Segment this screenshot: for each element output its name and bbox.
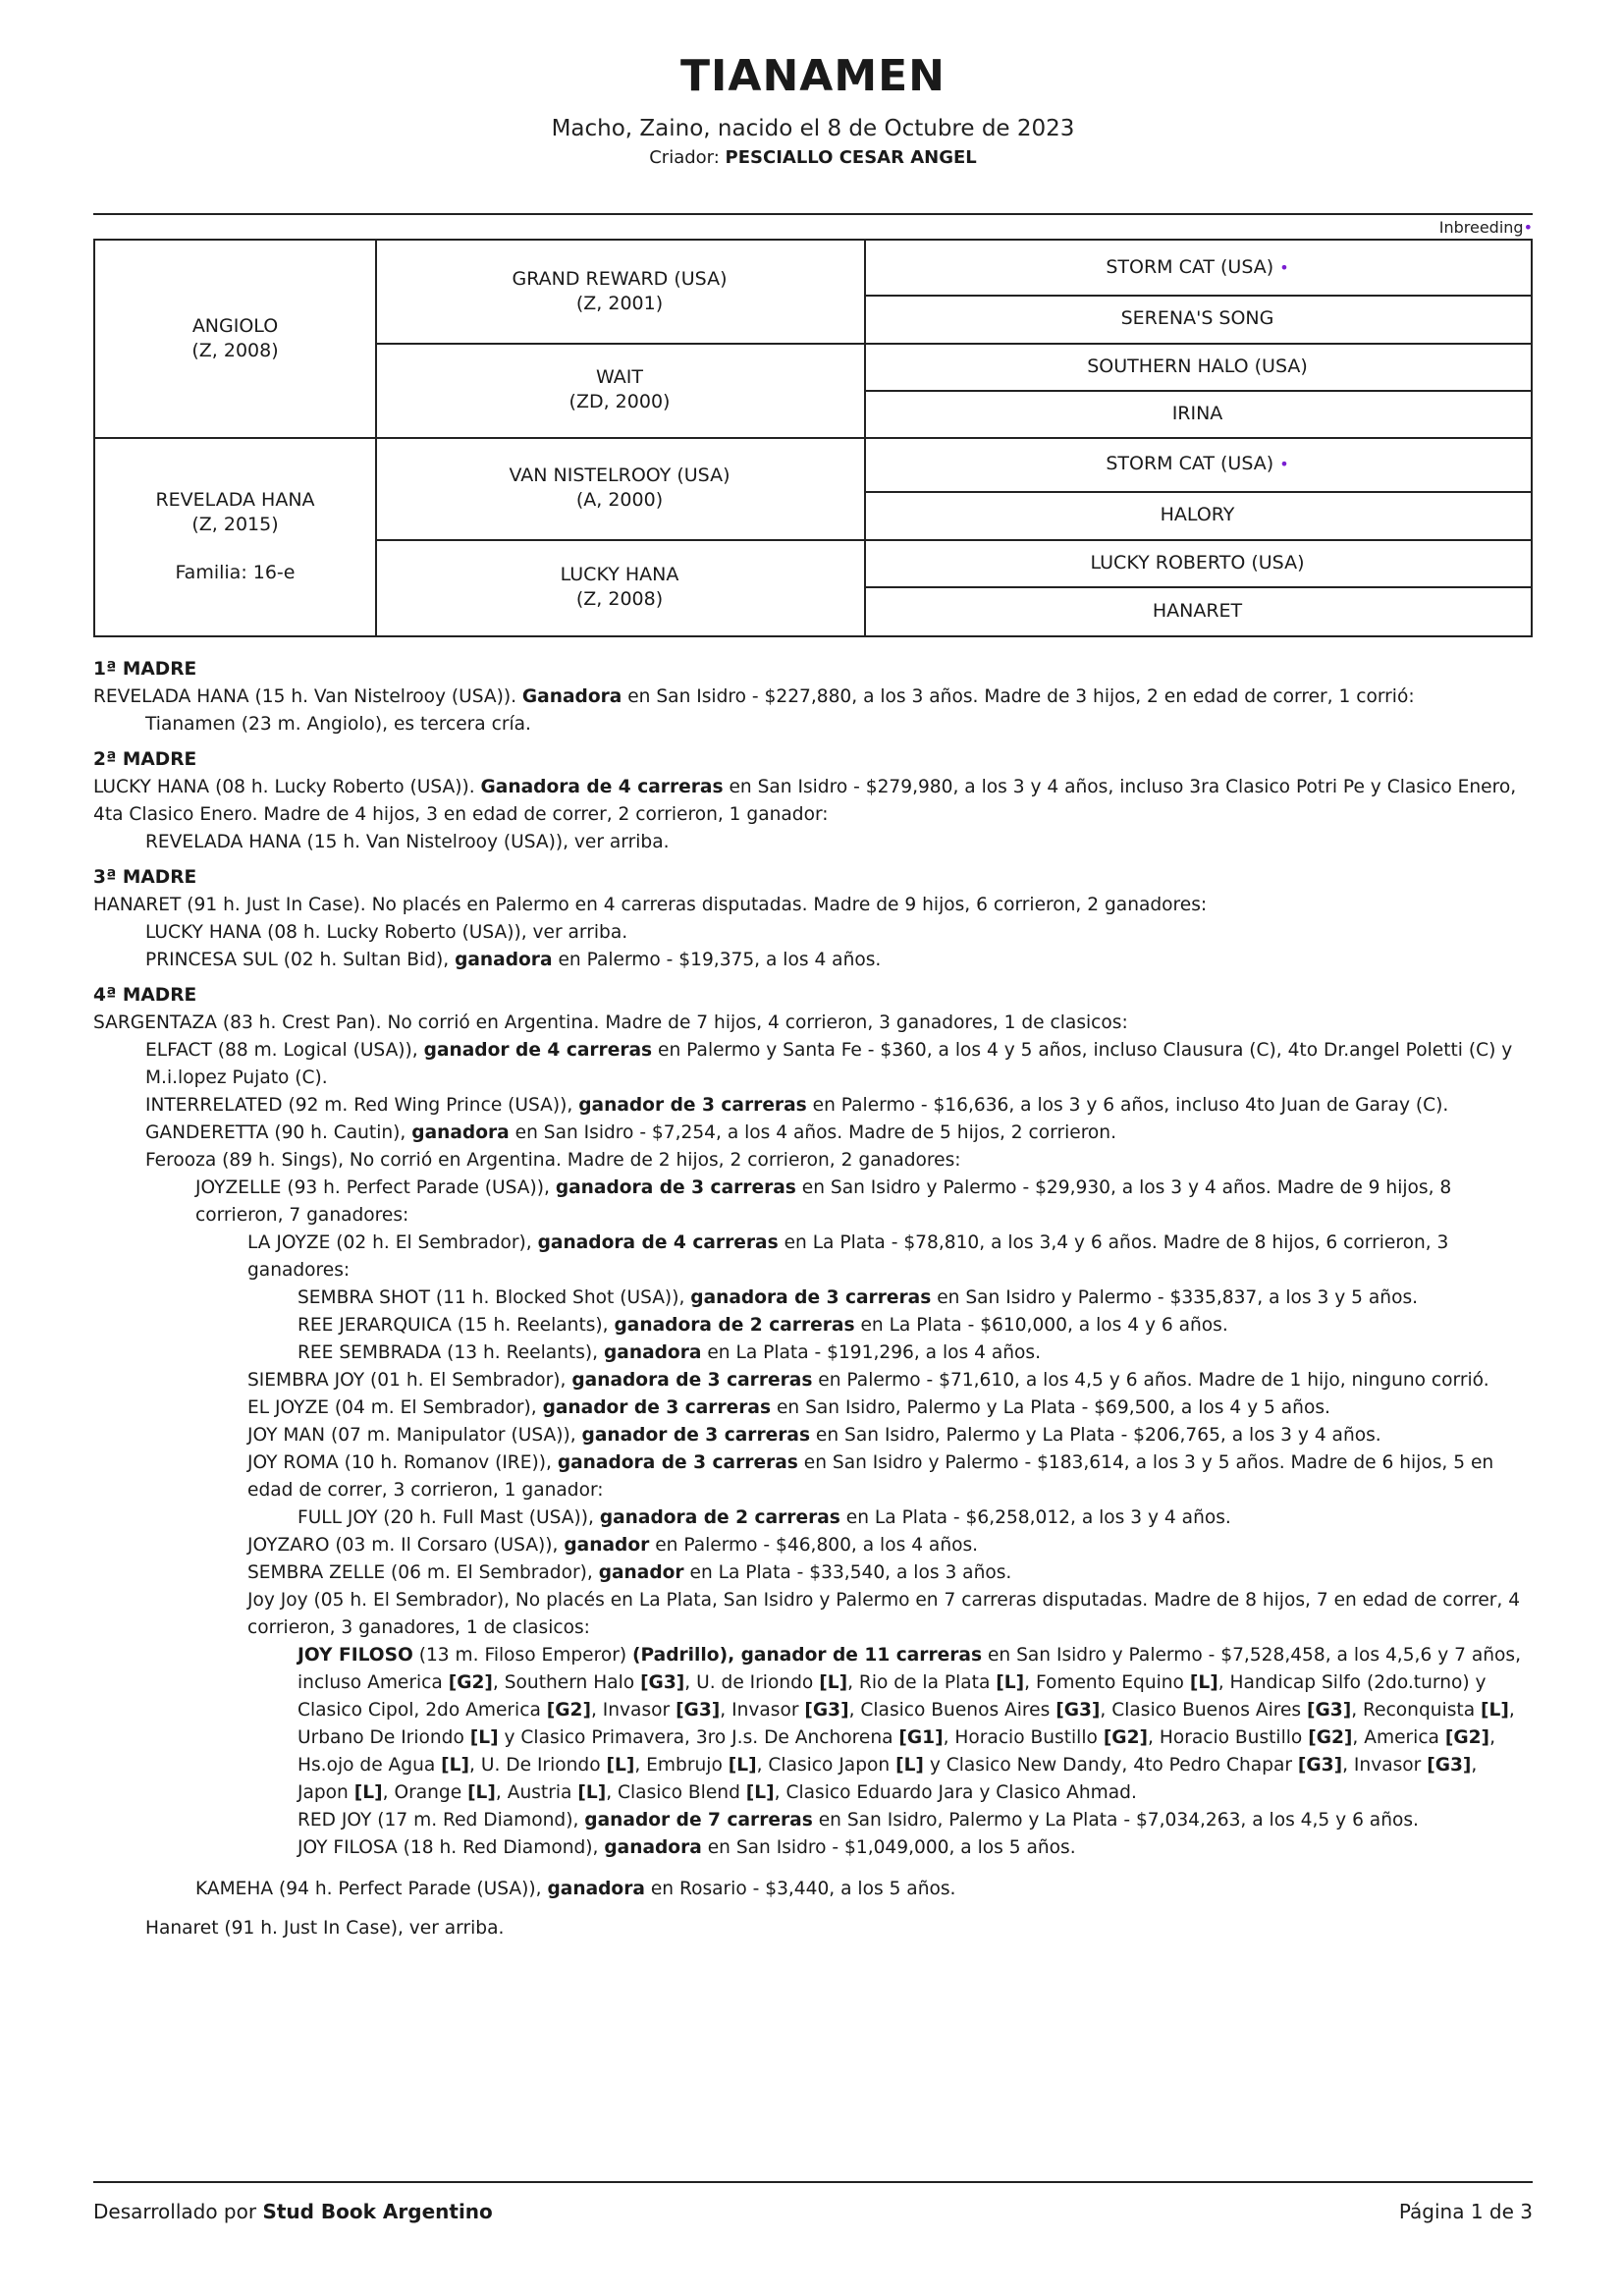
fourth-dam-text: SARGENTAZA (83 h. Crest Pan). No corrió en Argentina. Madre de 7 hijos, 4 corrieron, 3 ganadores, 1 de clasicos: xyxy=(93,1012,1128,1033)
third-dam-child: LUCKY HANA (08 h. Lucky Roberto (USA)), ver arriba. xyxy=(145,922,628,943)
pedigree-table xyxy=(93,239,1533,637)
progeny-entry: REE JERARQUICA (15 h. Reelants), ganadora de 2 carreras en La Plata - $610,000, a los 4 y 6 años. xyxy=(298,1315,1228,1336)
footer-credit: Desarrollado por Stud Book Argentino xyxy=(93,2200,493,2223)
page-number: Página 1 de 3 xyxy=(1398,2200,1533,2223)
dam-sire-cell: VAN NISTELROOY (USA) (A, 2000) xyxy=(509,465,730,511)
footer-divider xyxy=(93,2181,1533,2183)
dam-name: REVELADA HANA xyxy=(155,488,315,511)
sire-name: ANGIOLO xyxy=(191,315,279,337)
section-title-4th-dam: 4ª MADRE xyxy=(93,985,197,1006)
progeny-entry: KAMEHA (94 h. Perfect Parade (USA)), ganadora en Rosario - $3,440, a los 5 años. xyxy=(195,1879,956,1899)
gen3-cell-3: SOUTHERN HALO (USA) xyxy=(1087,355,1308,377)
breeder-line xyxy=(93,147,1533,168)
progeny-entry: Ferooza (89 h. Sings), No corrió en Argentina. Madre de 2 hijos, 2 corrieron, 2 ganadores: xyxy=(145,1150,961,1171)
progeny-entry: JOYZELLE (93 h. Perfect Parade (USA)), ganadora de 3 carreras en San Isidro y Palermo - $29,930, a los 3 y 4 años. Madre de 9 hijos, 8 corrieron, 7 ganadores: xyxy=(195,1177,1452,1226)
dam-cell xyxy=(95,437,375,635)
pedigree-page xyxy=(93,0,1533,2296)
progeny-entry: JOY MAN (07 m. Manipulator (USA)), ganador de 3 carreras en San Isidro, Palermo y La Plata - $206,765, a los 3 y 4 años. xyxy=(247,1425,1381,1446)
header-divider xyxy=(93,213,1533,215)
gen3-cell-4: IRINA xyxy=(1171,402,1223,424)
gen3-cell-6: HALORY xyxy=(1160,504,1235,525)
progeny-entry: EL JOYZE (04 m. El Sembrador), ganador de 3 carreras en San Isidro, Palermo y La Plata - $69,500, a los 4 y 5 años. xyxy=(247,1397,1330,1418)
progeny-entry-stakes: JOY FILOSO (13 m. Filoso Emperor) (Padrillo), ganador de 11 carreras en San Isidro y Palermo - $7,528,458, a los 4,5,6 y 7 años, incluso America [G2], Southern Halo [G3], U. de Iriondo [L], Rio de la Plata [L], Fomento Equino [L], Handicap Silfo (2do.turno) y Clasico Cipol, 2do America [G2], Invasor [G3], Invasor [G3], Clasico Buenos Aires [G3], Clasico Buenos Aires [G3], Reconquista [L], Urbano De Iriondo [L] y Clasico Primavera, 3ro J.s. De Anchorena [G1], Horacio Bustillo [G2], Horacio Bustillo [G2], America [G2], Hs.ojo de Agua [L], U. De Iriondo [L], Embrujo [L], Clasico Japon [L] y Clasico New Dandy, 4to Pedro Chapar [G3], Invasor [G3], Japon [L], Orange [L], Austria [L], Clasico Blend [L], Clasico Eduardo Jara y Clasico Ahmad. xyxy=(298,1645,1522,1803)
gen3-cell-7: LUCKY ROBERTO (USA) xyxy=(1090,551,1305,574)
section-title-2nd-dam: 2ª MADRE xyxy=(93,749,197,770)
progeny-entry: JOY FILOSA (18 h. Red Diamond), ganadora en San Isidro - $1,049,000, a los 5 años. xyxy=(298,1837,1076,1858)
gen3-cell-2: SERENA'S SONG xyxy=(1120,307,1274,329)
progeny-entry: REE SEMBRADA (13 h. Reelants), ganadora en La Plata - $191,296, a los 4 años. xyxy=(298,1342,1042,1363)
breeder-label: Criador: xyxy=(649,147,720,168)
section-title-1st-dam: 1ª MADRE xyxy=(93,659,197,680)
progeny-entry: LA JOYZE (02 h. El Sembrador), ganadora de 4 carreras en La Plata - $78,810, a los 3,4 y 6 años. Madre de 8 hijos, 6 corrieron, 3 ganadores: xyxy=(247,1232,1449,1281)
progeny-entry: Joy Joy (05 h. El Sembrador), No placés en La Plata, San Isidro y Palermo en 7 carreras disputadas. Madre de 8 hijos, 7 en edad de correr, 4 corrieron, 3 ganadores, 1 de clasicos: xyxy=(247,1590,1521,1638)
first-dam-text: REVELADA HANA (15 h. Van Nistelrooy (USA)). Ganadora en San Isidro - $227,880, a los 3 años. Madre de 3 hijos, 2 en edad de correr, 1 corrió: xyxy=(93,686,1415,707)
progeny-entry: ELFACT (88 m. Logical (USA)), ganador de 4 carreras en Palermo y Santa Fe - $360, a los 4 y 5 años, incluso Clausura (C), 4to Dr.angel Poletti (C) y M.i.lopez Pujato (C). xyxy=(145,1040,1513,1088)
progeny-entry: GANDERETTA (90 h. Cautin), ganadora en San Isidro - $7,254, a los 4 años. Madre de 5 hijos, 2 corrieron. xyxy=(145,1122,1116,1143)
sire-cell xyxy=(95,241,375,437)
progeny-entry: SEMBRA SHOT (11 h. Blocked Shot (USA)), ganadora de 3 carreras en San Isidro y Palermo - $335,837, a los 3 y 5 años. xyxy=(298,1287,1419,1308)
inbreeding-legend: Inbreeding• xyxy=(1438,218,1533,237)
section-title-3rd-dam: 3ª MADRE xyxy=(93,867,197,888)
progeny-entry: JOY ROMA (10 h. Romanov (IRE)), ganadora de 3 carreras en San Isidro y Palermo - $183,614, a los 3 y 5 años. Madre de 6 hijos, 5 en edad de correr, 3 corrieron, 1 ganador: xyxy=(247,1452,1494,1501)
first-dam-child: Tianamen (23 m. Angiolo), es tercera cría. xyxy=(145,714,531,735)
dam-dam-cell: LUCKY HANA (Z, 2008) xyxy=(560,564,679,610)
sire-info: (Z, 2008) xyxy=(191,340,279,361)
inbreeding-dot-icon: • xyxy=(1279,455,1289,473)
second-dam-child: REVELADA HANA (15 h. Van Nistelrooy (USA)), ver arriba. xyxy=(145,832,670,852)
gen3-cell-1: STORM CAT (USA) • xyxy=(1106,256,1289,278)
progeny-entry: SIEMBRA JOY (01 h. El Sembrador), ganadora de 3 carreras en Palermo - $71,610, a los 4,5 y 6 años. Madre de 1 hijo, ninguno corrió. xyxy=(247,1370,1489,1391)
progeny-entry: INTERRELATED (92 m. Red Wing Prince (USA)), ganador de 3 carreras en Palermo - $16,636, a los 3 y 6 años, incluso 4to Juan de Garay (C). xyxy=(145,1095,1449,1116)
progeny-entry: JOYZARO (03 m. Il Corsaro (USA)), ganador en Palermo - $46,800, a los 4 años. xyxy=(247,1535,979,1556)
inbreeding-dot-icon: • xyxy=(1523,218,1533,237)
progeny-entry: SEMBRA ZELLE (06 m. El Sembrador), ganador en La Plata - $33,540, a los 3 años. xyxy=(247,1562,1012,1583)
breeder-name: PESCIALLO CESAR ANGEL xyxy=(725,147,977,168)
inbreeding-dot-icon: • xyxy=(1279,258,1289,277)
sire-dam-cell: WAIT (ZD, 2000) xyxy=(568,366,671,412)
third-dam-child: PRINCESA SUL (02 h. Sultan Bid), ganadora en Palermo - $19,375, a los 4 años. xyxy=(145,950,882,970)
sire-sire-cell: GRAND REWARD (USA) (Z, 2001) xyxy=(512,268,728,314)
dam-info: (Z, 2015) xyxy=(191,513,279,535)
horse-description: Macho, Zaino, nacido el 8 de Octubre de 2023 xyxy=(551,116,1075,141)
horse-name: TIANAMEN xyxy=(680,51,946,101)
dam-line-report xyxy=(93,656,1533,1942)
second-dam-text: LUCKY HANA (08 h. Lucky Roberto (USA)). Ganadora de 4 carreras en San Isidro - $279,980, a los 3 y 4 años, incluso 3ra Clasico Potri Pe y Clasico Enero, 4ta Clasico Enero. Madre de 4 hijos, 3 en edad de correr, 2 corrieron, 1 ganador: xyxy=(93,777,1517,825)
dam-family: Familia: 16-e xyxy=(175,561,296,583)
progeny-entry: FULL JOY (20 h. Full Mast (USA)), ganadora de 2 carreras en La Plata - $6,258,012, a los 3 y 4 años. xyxy=(298,1507,1231,1528)
progeny-entry: RED JOY (17 m. Red Diamond), ganador de 7 carreras en San Isidro, Palermo y La Plata - $7,034,263, a los 4,5 y 6 años. xyxy=(298,1810,1419,1831)
gen3-cell-5: STORM CAT (USA) • xyxy=(1106,453,1289,474)
third-dam-text: HANARET (91 h. Just In Case). No placés en Palermo en 4 carreras disputadas. Madre de 9 hijos, 6 corrieron, 2 ganadores: xyxy=(93,895,1208,915)
progeny-entry: Hanaret (91 h. Just In Case), ver arriba. xyxy=(145,1918,505,1939)
stud-book-link: Stud Book Argentino xyxy=(262,2200,493,2223)
gen3-cell-8: HANARET xyxy=(1152,599,1243,622)
